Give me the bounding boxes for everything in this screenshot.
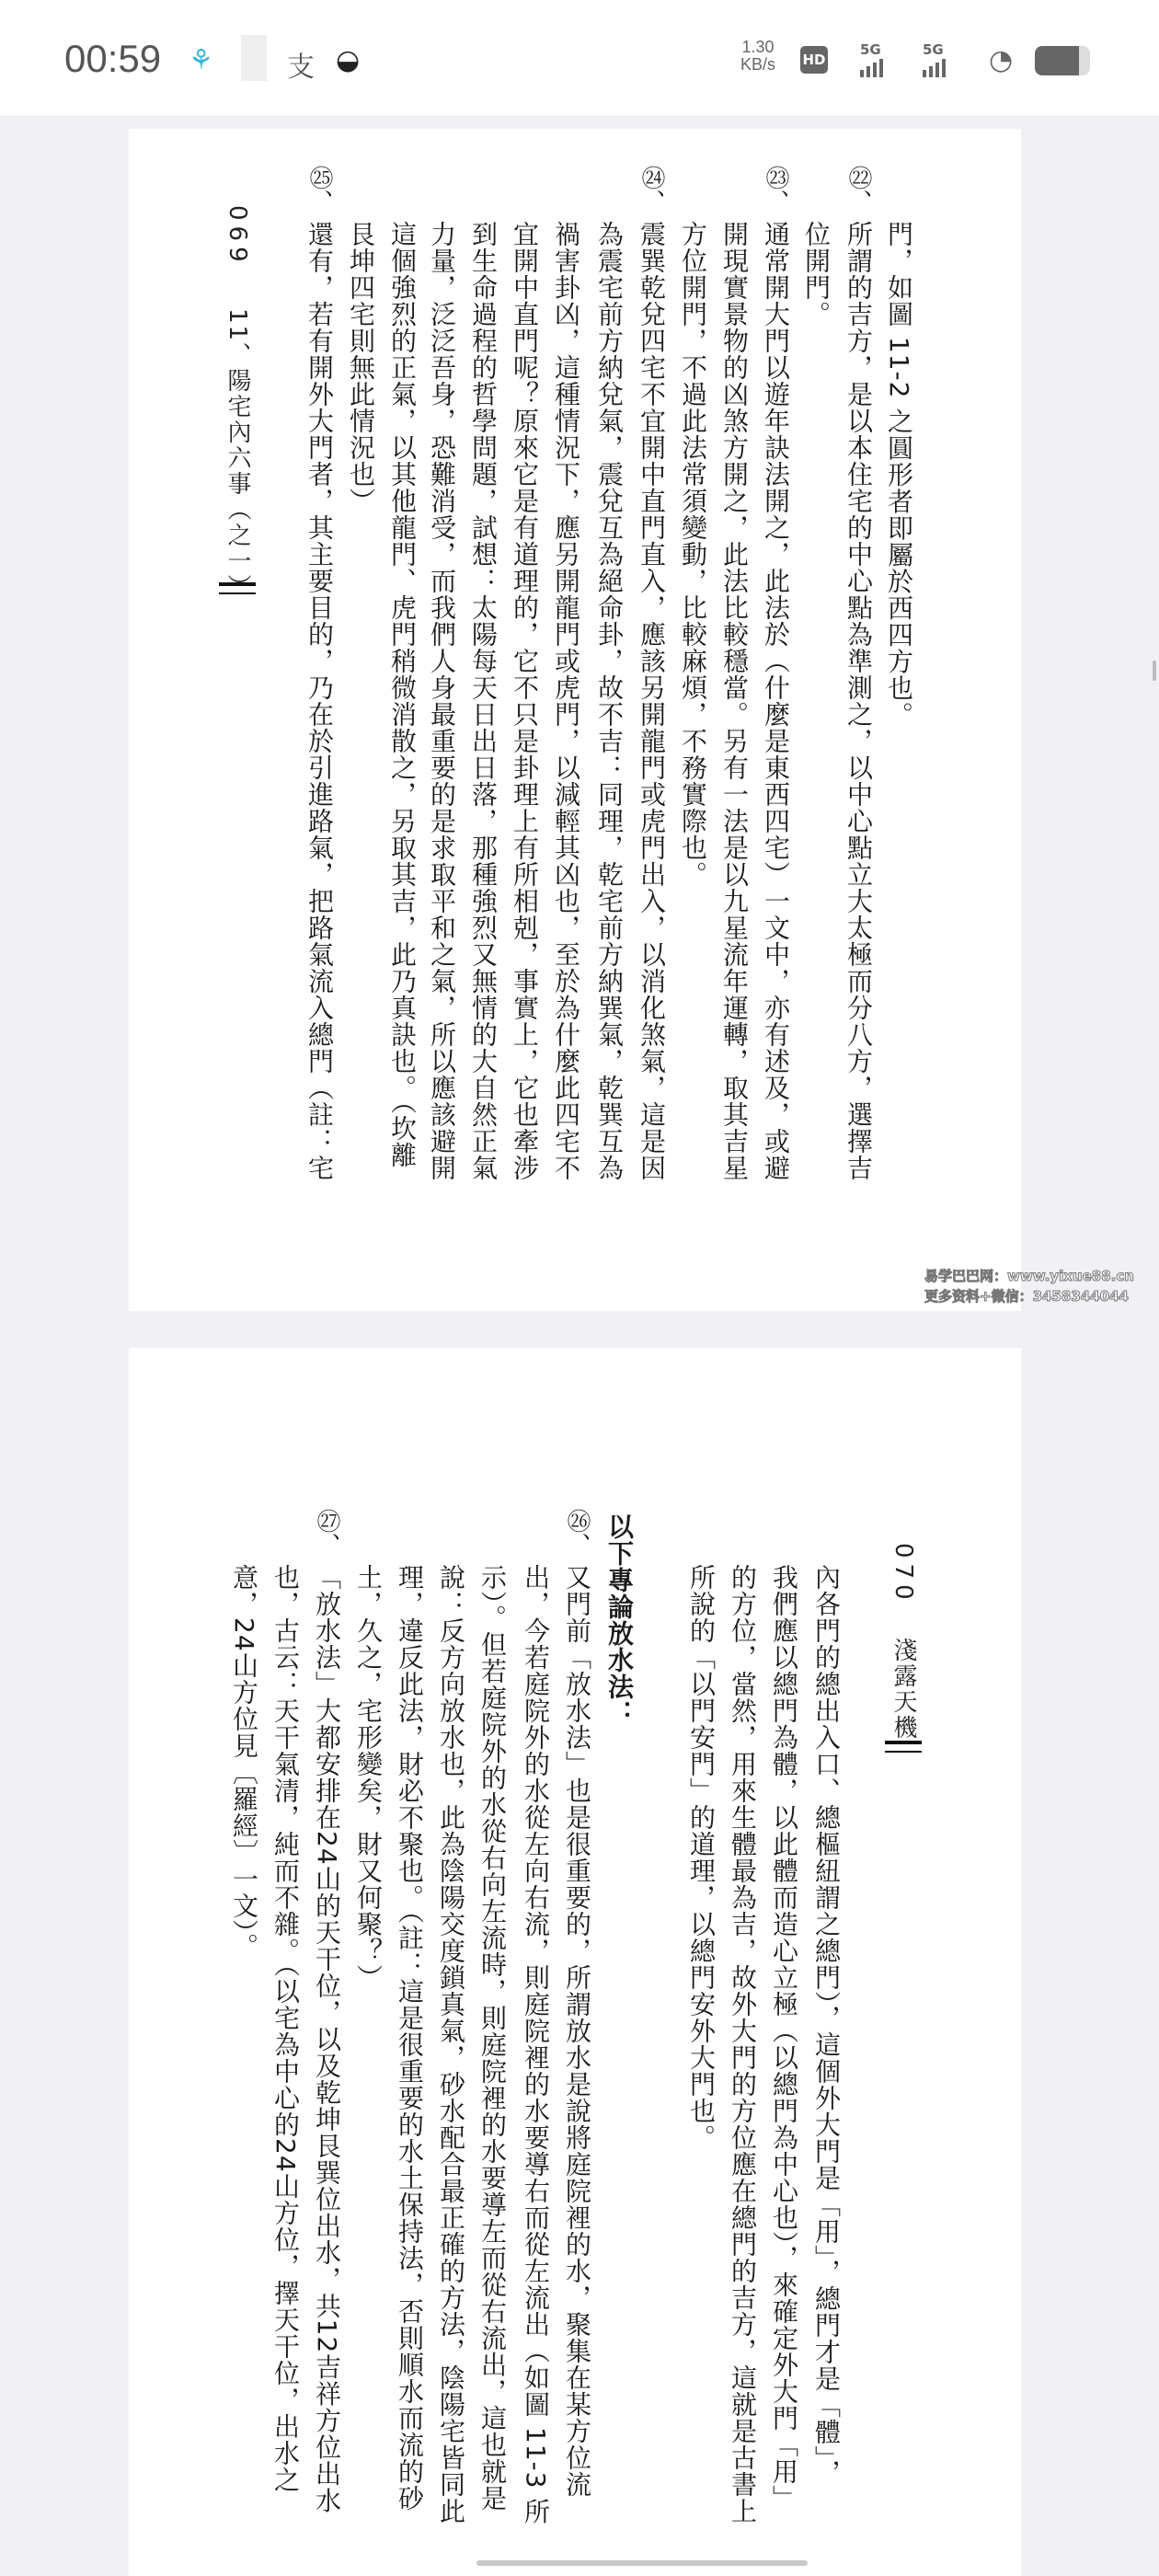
text-column: 還有，若有開外大門者，其主要目的，乃在於引進路氣，把路氣流入總門（註：宅 [304,221,335,1181]
section-heading: 以下專論放水法： [604,1513,635,1727]
text-column: 又門前「放水法」也是很重要的，所謂放水是說將庭院裡的水，聚集在某方位流 [562,1564,592,2498]
text-column: 到生命過程的哲學問題，試想：太陽每天日出日落，那種強烈又無情的大自然正氣 [468,221,499,1181]
sim2-signal-icon [923,59,946,77]
network-speed [740,39,775,74]
text-column: 的方位，當然，用來生體最為吉，故外大門的方位應在總門的吉方，這就是古書上 [728,1564,758,2524]
sim2-label: 5G [923,41,944,58]
text-column: 為震宅前方納兌氣，震兌互為絕命卦，故不吉：同理，乾宅前方納巽氣，乾巽互為 [594,221,625,1181]
text-column: 所謂的吉方，是以本住宅的中心點為準測之，以中心點立大太極而分八方，選擇吉 [843,221,874,1181]
text-column: 示）。但若庭院外的水從右向左流時，則庭院裡的水要導左而從右流出，這也就是 [477,1564,508,2512]
text-column: 方位開門，不過此法常須變動，比較麻煩，不務實際也。 [678,221,708,888]
page-number: 070 [889,1543,917,1605]
text-column: 也，古云：天干氣清，純而不雜。（以宅為中心的24山方位，擇天干位，出水之 [270,1564,301,2493]
text-column: 所說的「以門安門」的道理，以總門安外大門也。 [686,1564,717,2151]
status-bar [0,0,1159,115]
running-header: 11、陽宅內六事（之一） [224,308,251,601]
note-number-marker: ㉕、 [305,166,333,213]
text-column: 「放水法」大都安排在24山的天干位，以及乾坤艮巽位出水，共12吉祥方位出水 [312,1564,342,2514]
battery-fill [1035,46,1079,75]
notification-icon [241,35,267,81]
hd-volte-icon: HD [800,46,828,74]
network-speed-unit: KB/s [740,55,776,74]
text-column: 內各門的總出入口、總樞紐謂之總門），這個外大門是「用」，總門才是「體」， [811,1564,842,2486]
book-page-069 [129,129,1021,1311]
text-column: 艮坤四宅則無此情況也） [346,221,376,514]
note-number-marker: ㉖、 [563,1509,591,1557]
network-speed-value: 1.30 [741,38,775,56]
text-column: 出，今若庭院外的水從左向右流，則庭院裡的水要導右而從左流出（如圖 11-3 所 [521,1564,551,2525]
page-number: 069 [224,205,251,268]
clock: 00:59 [64,37,162,80]
text-column: 意，24山方位見〔羅經〕一文）。 [229,1564,259,1960]
text-column: 理，違反此法，財必不聚也。（註：這是很重要的水土保持法，否則順水而流的砂 [395,1564,425,2512]
running-header: 淺露天機 [889,1638,917,1741]
baidu-netdisk-icon: ⚘ [189,44,213,76]
note-number-marker: ㉓、 [762,166,789,213]
watermark-line-1: 易学巴巴网：www.yixue88.cn [924,1268,1134,1284]
header-rule [885,1741,922,1753]
text-column: 通常開大門以遊年訣法開之，此法於（什麼是東西四宅）一文中，亦有述及，或避 [761,221,791,1181]
text-column: 震巽乾兌四宅不宜開中直門直入，應該另開龍門或虎門出入，以消化煞氣，這是因 [637,221,667,1181]
watermark-line-2: 更多资料+微信：3458344044 [924,1288,1129,1305]
text-column: 我們應以總門為體，以此體而造心立極（以總門為中心也），來確定外大門「用」 [769,1564,799,2512]
text-column: 位開門。 [801,221,832,328]
text-column: 力量，泛泛吾身，恐難消受，而我們人身最重要的是求取平和之氣，所以應該避開 [427,221,457,1181]
note-number-marker: ㉗、 [313,1509,340,1557]
header-rule [219,582,256,594]
text-column: 土，久之，宅形變矣，財又何聚？） [353,1564,384,1991]
text-column: 宜開中直門呢？原來它是有道理的，它不只是卦理上有所相剋，事實上，它也牽涉 [510,221,540,1181]
qq-icon: ◒ [336,44,361,76]
note-number-marker: ㉔、 [637,166,665,213]
note-number-marker: ㉒、 [844,166,872,213]
battery-icon [1035,46,1090,75]
text-column: 說：反方向放水也，此為陰陽交度鎖真氣，砂水配合最正確的方法，陰陽宅皆同此 [436,1564,466,2524]
text-column: 門，如圖 11-2 之圓形者即屬於西四方也。 [884,221,914,729]
wifi-icon: ◔ [989,44,1014,76]
sim1-label: 5G [860,41,881,58]
text-column: 這個強烈的正氣，以其他龍門、虎門稍微消散之，另取其吉，此乃真訣也。（坎離 [387,221,418,1168]
book-page-070 [129,1348,1021,2576]
scrollbar-thumb[interactable] [1153,661,1156,681]
text-column: 開現實景物的凶煞方開之，此法比較穩當。另有一法是以九星流年運轉，取其吉星 [719,221,750,1181]
sim1-signal-icon [860,59,883,77]
watermark [924,1266,1145,1306]
home-indicator[interactable] [476,2560,808,2566]
alipay-icon: 支 [287,52,315,84]
text-column: 禍害卦凶，這種情況下，應另開龍門或虎門，以減輕其凶也，至於為什麼此四宅不 [551,221,581,1181]
